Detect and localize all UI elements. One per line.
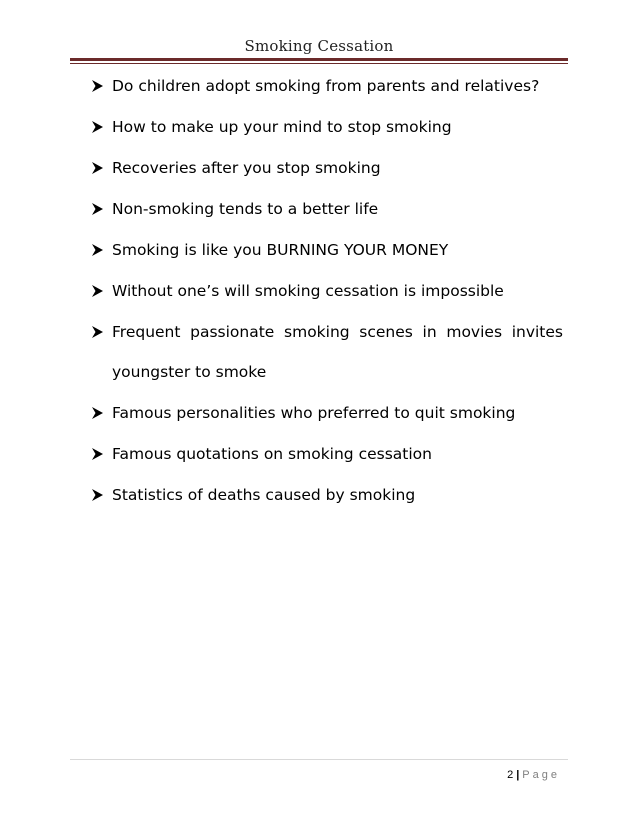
list-item-text: Do children adopt smoking from parents and relatives? [112, 77, 540, 95]
footer-rule [70, 759, 568, 760]
list-item [91, 312, 563, 392]
arrow-bullet-icon [91, 485, 105, 505]
list-item-text: Frequent passionate smoking scenes in movies invites youngster to smoke [112, 323, 563, 381]
list-item [91, 117, 563, 137]
list-item-text: Statistics of deaths caused by smoking [112, 486, 416, 504]
arrow-bullet-icon [91, 76, 105, 96]
list-item [91, 76, 563, 96]
arrow-bullet-icon [91, 403, 105, 423]
list-item [91, 281, 563, 301]
list-item [91, 199, 563, 219]
list-item-text: Famous personalities who preferred to quit smoking [112, 404, 516, 422]
header-rule-thin [70, 63, 568, 64]
page-word: Page [522, 769, 560, 781]
arrow-bullet-icon [91, 199, 105, 219]
topic-bullet-list [91, 76, 563, 526]
list-item-text: Recoveries after you stop smoking [112, 159, 381, 177]
page-header-title: Smoking Cessation [244, 37, 394, 55]
arrow-bullet-icon [91, 281, 105, 301]
list-item [91, 485, 563, 505]
list-item-text: How to make up your mind to stop smoking [112, 118, 452, 136]
page-footer [507, 769, 560, 781]
list-item-text: Without one’s will smoking cessation is impossible [112, 282, 504, 300]
arrow-bullet-icon [91, 117, 105, 137]
list-item [91, 403, 563, 423]
page-number: 2 [507, 769, 514, 781]
list-item-text: Non-smoking tends to a better life [112, 200, 379, 218]
arrow-bullet-icon [91, 240, 105, 260]
header-rule-thick [70, 58, 568, 61]
arrow-bullet-icon [91, 322, 105, 342]
list-item-text: Famous quotations on smoking cessation [112, 445, 432, 463]
page-separator: | [516, 769, 520, 781]
list-item [91, 240, 563, 260]
arrow-bullet-icon [91, 158, 105, 178]
arrow-bullet-icon [91, 444, 105, 464]
list-item [91, 444, 563, 464]
list-item [91, 158, 563, 178]
list-item-text: Smoking is like you BURNING YOUR MONEY [112, 241, 449, 259]
